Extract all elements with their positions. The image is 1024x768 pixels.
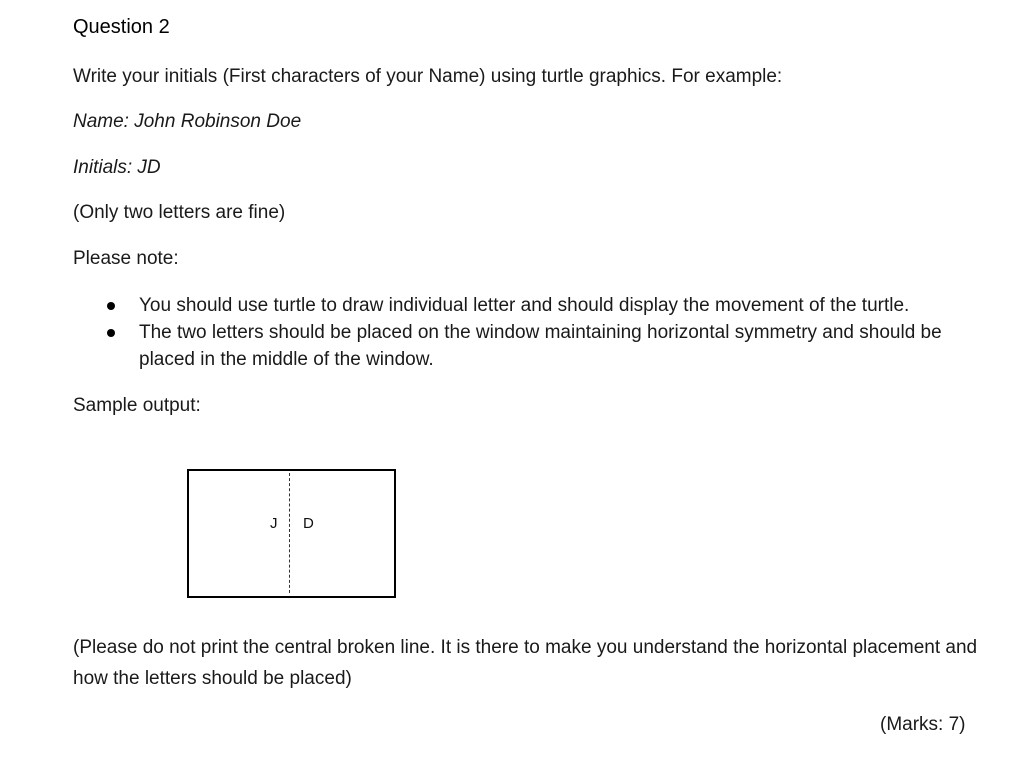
question-title: Question 2 [73, 16, 170, 38]
bullet-item [105, 319, 985, 373]
bullet-icon [107, 302, 115, 310]
sample-letter-left: J [270, 515, 278, 532]
example-initials: Initials: JD [73, 157, 161, 178]
marks-label: (Marks: 7) [880, 714, 966, 735]
two-letters-note: (Only two letters are fine) [73, 202, 286, 223]
bullet-icon [107, 329, 115, 337]
bullet-text: You should use turtle to draw individual letter and should display the movement of the turtle. [139, 295, 910, 316]
please-note-label: Please note: [73, 248, 179, 269]
footnote-text: (Please do not print the central broken line. It is there to make you understand the horizontal placement and how the letters should be placed) [73, 637, 978, 689]
bullet-text: The two letters should be placed on the window maintaining horizontal symmetry and should be placed in the middle of the window. [139, 322, 942, 370]
note-bullet-list [105, 292, 985, 373]
example-name: Name: John Robinson Doe [73, 111, 302, 132]
sample-output-label: Sample output: [73, 395, 201, 416]
central-broken-line [289, 473, 290, 593]
bullet-item [105, 292, 985, 319]
instruction-text: Write your initials (First characters of your Name) using turtle graphics. For example: [73, 66, 783, 87]
sample-output-window [187, 469, 396, 598]
sample-letter-right: D [303, 515, 314, 532]
